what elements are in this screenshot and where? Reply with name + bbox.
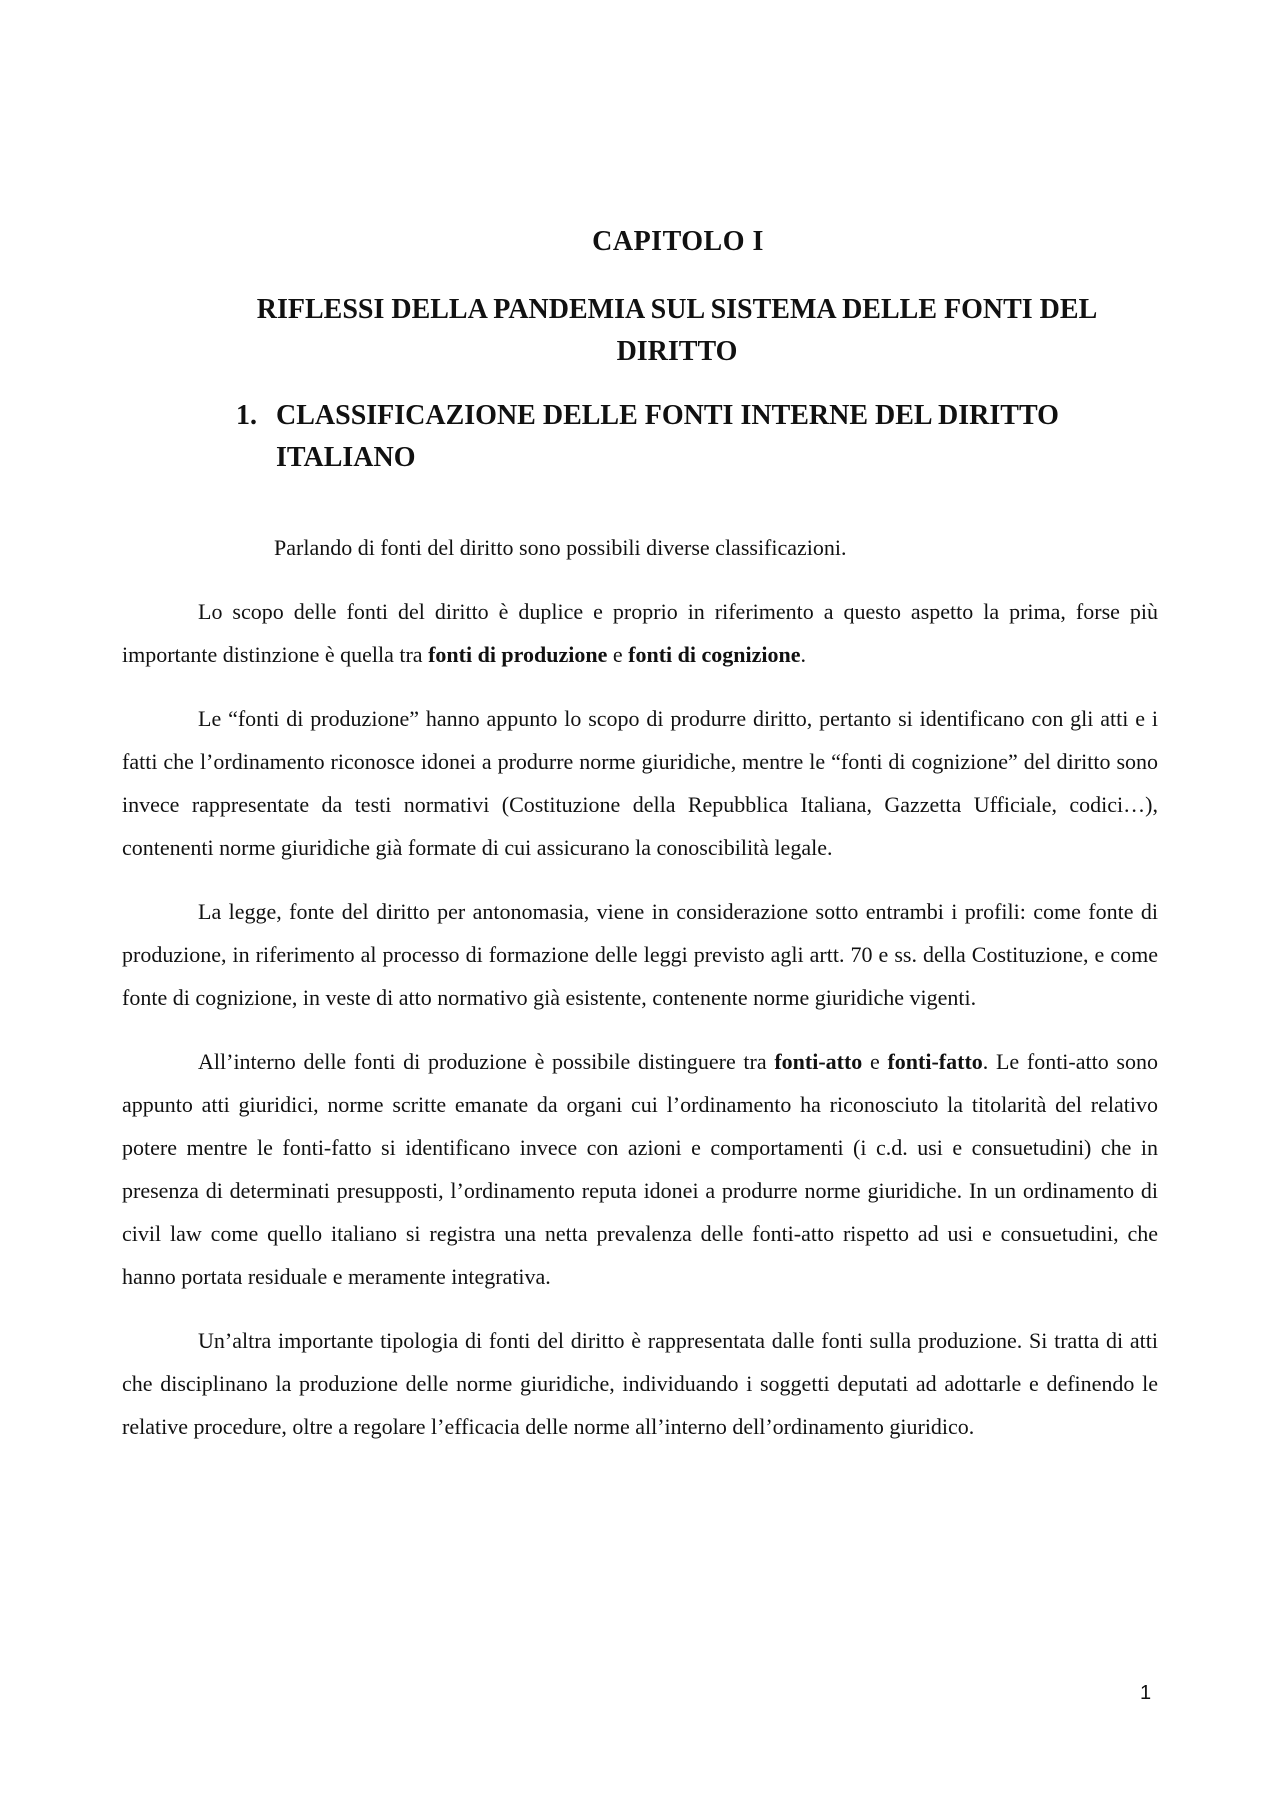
body-text <box>122 526 1158 1469</box>
term-fonti-di-cognizione: fonti di cognizione <box>628 642 801 667</box>
paragraph-2-text-d: . <box>800 642 806 667</box>
paragraph-5-text-c: e <box>862 1049 888 1074</box>
section-heading <box>236 395 1136 479</box>
term-fonti-di-produzione: fonti di produzione <box>428 642 608 667</box>
term-fonti-fatto: fonti-fatto <box>887 1049 983 1074</box>
section-number: 1. <box>236 400 257 431</box>
paragraph-2-text-c: e <box>607 642 629 667</box>
paragraph-4: La legge, fonte del diritto per antonomasia, viene in considerazione sotto entrambi i profili: come fonte di produzione, in riferimento al processo di formazione delle leggi previsto agli artt. 70 e ss. della Costituzione, e come fonte di cognizione, in veste di atto normativo già esistente, contenente norme giuridiche vigenti. <box>122 899 1158 1010</box>
paragraph-5 <box>122 1040 1158 1298</box>
paragraph-5-text-d: . Le fonti-atto sono appunto atti giuridici, norme scritte emanate da organi cui l’ordinamento ha riconosciuto la titolarità del relativo potere mentre le fonti-fatto si identificano invece con azioni e comportamenti (i c.d. usi e consuetudini) che in presenza di determinati presupposti, l’ordinamento reputa idonei a produrre norme giuridiche. In un ordinamento di civil law come quello italiano si registra una netta prevalenza delle fonti-atto rispetto ad usi e consuetudini, che hanno portata residuale e meramente integrativa. <box>122 1049 1158 1289</box>
paragraph-3: Le “fonti di produzione” hanno appunto lo scopo di produrre diritto, pertanto si identificano con gli atti e i fatti che l’ordinamento riconosce idonei a produrre norme giuridiche, mentre le “fonti di cognizione” del diritto sono invece rappresentate da testi normativi (Costituzione della Repubblica Italiana, Gazzetta Ufficiale, codici…), contenenti norme giuridiche già formate di cui assicurano la conoscibilità legale. <box>122 706 1158 860</box>
page-number: 1 <box>1140 1682 1152 1704</box>
chapter-title: RIFLESSI DELLA PANDEMIA SUL SISTEMA DELLE FONTI DEL DIRITTO <box>256 294 1098 367</box>
paragraph-2 <box>122 590 1158 676</box>
paragraph-6: Un’altra importante tipologia di fonti del diritto è rappresentata dalle fonti sulla produzione. Si tratta di atti che disciplinano la produzione delle norme giuridiche, individuando i soggetti deputati ad adottarle e definendo le relative procedure, oltre a regolare l’efficacia delle norme all’interno dell’ordinamento giuridico. <box>122 1328 1158 1439</box>
term-fonti-atto: fonti-atto <box>774 1049 863 1074</box>
paragraph-1: Parlando di fonti del diritto sono possibili diverse classificazioni. <box>274 535 847 560</box>
paragraph-2-text-a: Lo scopo delle fonti del diritto è duplice e proprio in riferimento a questo aspetto la prima, forse più importante distinzione è quella tra <box>122 599 1158 667</box>
chapter-label: CAPITOLO I <box>592 226 764 257</box>
paragraph-5-text-a: All’interno delle fonti di produzione è possibile distinguere tra <box>198 1049 775 1074</box>
section-title: CLASSIFICAZIONE DELLE FONTI INTERNE DEL DIRITTO ITALIANO <box>276 400 1059 473</box>
